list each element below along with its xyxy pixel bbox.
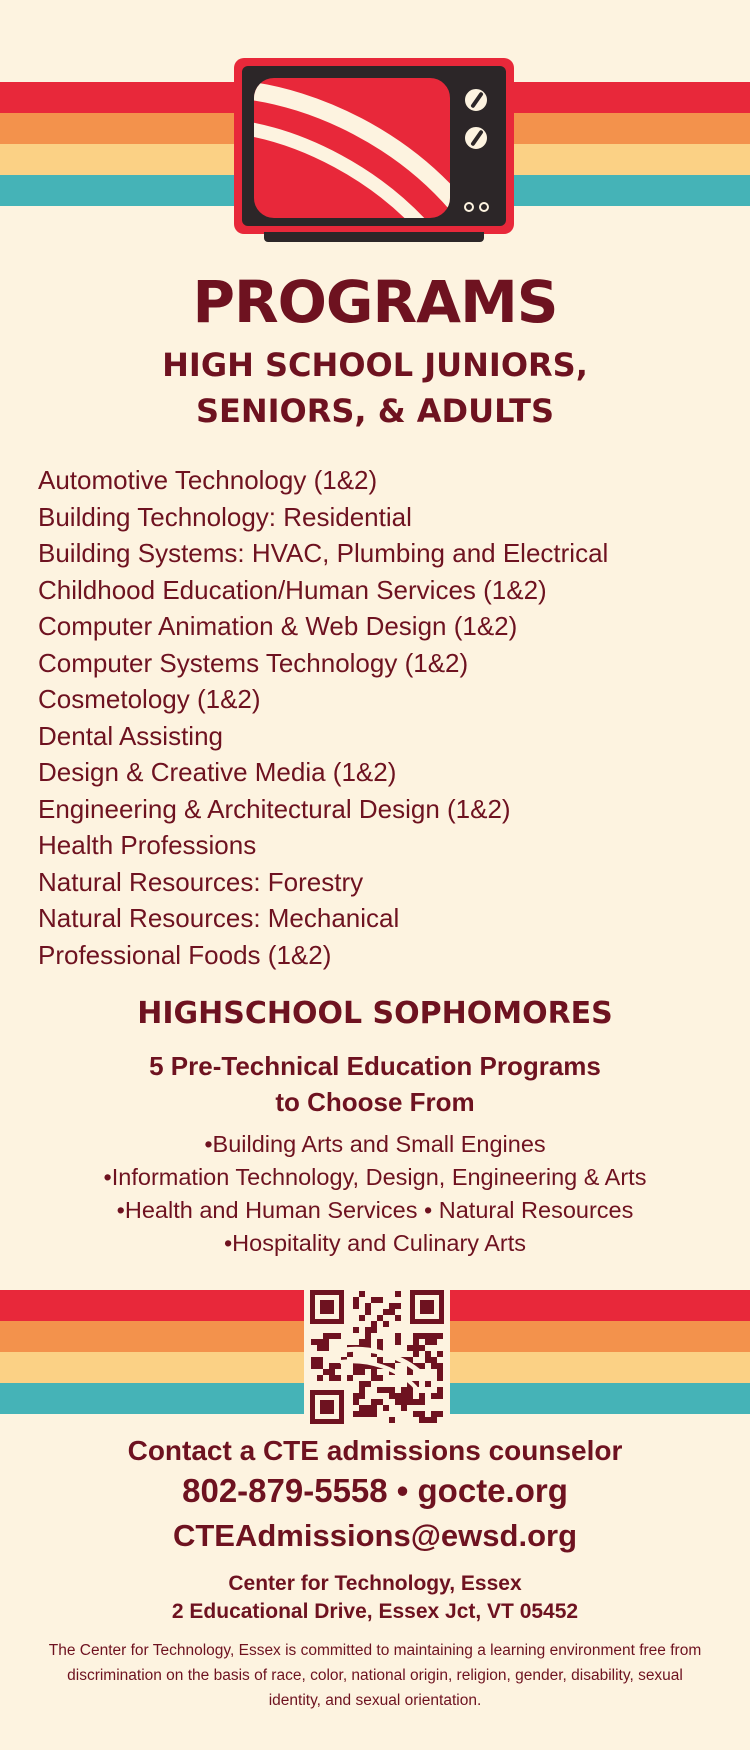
qr-module — [377, 1387, 383, 1393]
qr-module — [365, 1303, 371, 1309]
qr-module — [437, 1411, 443, 1417]
qr-module — [377, 1357, 383, 1363]
qr-module — [311, 1363, 317, 1369]
tv-stand — [264, 232, 484, 242]
qr-module — [353, 1327, 359, 1333]
qr-module — [365, 1327, 371, 1333]
sophomore-program-item: •Health and Human Services • Natural Resources — [116, 1197, 634, 1223]
qr-module — [317, 1375, 323, 1381]
qr-module — [317, 1357, 323, 1363]
qr-module — [359, 1387, 365, 1393]
center-name: Center for Technology, Essex — [228, 1572, 522, 1595]
tv-knob-icon — [462, 86, 490, 114]
qr-module — [353, 1303, 359, 1309]
qr-module — [437, 1393, 443, 1399]
qr-module — [365, 1333, 371, 1339]
qr-module — [353, 1369, 359, 1375]
program-item: Cosmetology (1&2) — [38, 684, 261, 714]
contact-phone-website[interactable]: 802-879-5558 • gocte.org — [182, 1472, 568, 1509]
qr-module — [395, 1393, 401, 1399]
qr-code-icon[interactable] — [304, 1284, 450, 1430]
sophomores-subheading — [0, 1048, 750, 1120]
qr-module — [371, 1369, 377, 1375]
qr-module — [329, 1375, 335, 1381]
audience-subtitle — [0, 342, 750, 434]
qr-module — [371, 1327, 377, 1333]
qr-module — [413, 1351, 419, 1357]
qr-module — [317, 1345, 323, 1351]
qr-module — [431, 1333, 437, 1339]
qr-module — [365, 1405, 371, 1411]
qr-module — [377, 1399, 383, 1405]
qr-module — [413, 1339, 419, 1345]
program-item: Design & Creative Media (1&2) — [38, 757, 397, 787]
qr-module — [329, 1333, 335, 1339]
tv-control-panel — [458, 76, 496, 218]
qr-module — [371, 1399, 377, 1405]
qr-module — [317, 1339, 323, 1345]
qr-module — [311, 1357, 317, 1363]
qr-module — [389, 1393, 395, 1399]
qr-module — [395, 1339, 401, 1345]
qr-module — [353, 1297, 359, 1303]
qr-module — [431, 1417, 437, 1423]
tv-screen — [252, 76, 452, 220]
subtitle-line-1: HIGH SCHOOL JUNIORS, — [162, 346, 588, 384]
qr-module — [395, 1315, 401, 1321]
contact-email-link[interactable]: CTEAdmissions@ewsd.org — [172, 1518, 577, 1553]
qr-module — [437, 1351, 443, 1357]
center-address: 2 Educational Drive, Essex Jct, VT 05452 — [171, 1600, 579, 1623]
qr-module — [425, 1357, 431, 1363]
qr-module — [431, 1393, 437, 1399]
nondiscrimination-disclaimer: The Center for Technology, Essex is committed to maintaining a learning environment free from discrimination on the basis of race, color, national origin, religion, gender, disability, sexual identity, and sexual orientation. — [48, 1642, 702, 1709]
program-item: Computer Animation & Web Design (1&2) — [38, 611, 518, 641]
qr-module — [383, 1387, 389, 1393]
qr-module — [359, 1291, 365, 1297]
qr-module — [401, 1393, 407, 1399]
sophomore-program-item: •Hospitality and Culinary Arts — [223, 1230, 527, 1256]
qr-module — [377, 1339, 383, 1345]
sophomore-program-item: •Building Arts and Small Engines — [204, 1131, 546, 1157]
qr-module — [353, 1393, 359, 1399]
qr-module — [371, 1297, 377, 1303]
qr-module — [407, 1399, 413, 1405]
tv-button-icon — [479, 202, 489, 212]
qr-module — [371, 1405, 377, 1411]
qr-module — [335, 1363, 341, 1369]
qr-module — [425, 1339, 431, 1345]
qr-module — [431, 1357, 437, 1363]
qr-module — [389, 1309, 395, 1315]
qr-module — [431, 1363, 437, 1369]
qr-module — [407, 1369, 413, 1375]
sophomore-program-list — [0, 1128, 750, 1260]
qr-module — [365, 1381, 371, 1387]
qr-module — [425, 1417, 431, 1423]
qr-module — [335, 1333, 341, 1339]
program-item: Computer Systems Technology (1&2) — [38, 647, 469, 678]
qr-module — [395, 1291, 401, 1297]
qr-module — [383, 1321, 389, 1327]
qr-code-graphic — [304, 1284, 450, 1430]
qr-module — [323, 1369, 329, 1375]
qr-module — [419, 1345, 425, 1351]
qr-module — [389, 1417, 395, 1423]
qr-module — [395, 1399, 401, 1405]
qr-module — [311, 1339, 317, 1345]
qr-module — [401, 1387, 407, 1393]
qr-module — [413, 1345, 419, 1351]
qr-module — [371, 1375, 377, 1381]
qr-module — [329, 1363, 335, 1369]
qr-module — [395, 1333, 401, 1339]
qr-module — [395, 1303, 401, 1309]
program-item: Childhood Education/Human Services (1&2) — [38, 574, 547, 605]
qr-module — [437, 1387, 443, 1393]
qr-module — [377, 1297, 383, 1303]
program-item: Natural Resources: Forestry — [38, 866, 364, 897]
qr-module — [329, 1369, 335, 1375]
qr-module — [437, 1333, 443, 1339]
qr-module — [365, 1309, 371, 1315]
sophomore-program-item: •Information Technology, Design, Engineering & Arts — [103, 1164, 647, 1190]
qr-module — [371, 1411, 377, 1417]
tv-knob-icon — [462, 124, 490, 152]
qr-module — [383, 1309, 389, 1315]
qr-module — [437, 1375, 443, 1381]
qr-module — [437, 1363, 443, 1369]
qr-module — [365, 1411, 371, 1417]
qr-module — [389, 1303, 395, 1309]
qr-module — [383, 1405, 389, 1411]
qr-module — [401, 1405, 407, 1411]
program-list — [38, 462, 738, 973]
qr-module — [323, 1339, 329, 1345]
qr-module — [425, 1333, 431, 1339]
qr-module — [359, 1381, 365, 1387]
sophomores-heading: HIGHSCHOOL SOPHOMORES — [137, 996, 613, 1031]
qr-module — [431, 1411, 437, 1417]
qr-module — [335, 1375, 341, 1381]
program-item: Automotive Technology (1&2) — [38, 465, 378, 495]
qr-module — [359, 1405, 365, 1411]
qr-module — [323, 1333, 329, 1339]
program-item: Building Systems: HVAC, Plumbing and Electrical — [38, 538, 609, 568]
tv-button-icon — [464, 202, 474, 212]
qr-module — [425, 1351, 431, 1357]
qr-module — [359, 1369, 365, 1375]
qr-module — [413, 1399, 419, 1405]
qr-module — [419, 1399, 425, 1405]
qr-module — [437, 1369, 443, 1375]
qr-module — [413, 1411, 419, 1417]
qr-module — [377, 1315, 383, 1321]
qr-module — [431, 1339, 437, 1345]
qr-module — [419, 1417, 425, 1423]
qr-module — [371, 1321, 377, 1327]
qr-module — [419, 1411, 425, 1417]
qr-module — [365, 1339, 371, 1345]
qr-module — [353, 1411, 359, 1417]
contact-heading: Contact a CTE admissions counselor — [127, 1435, 623, 1466]
qr-module — [389, 1387, 395, 1393]
subtitle-line-2: SENIORS, & ADULTS — [195, 392, 555, 430]
program-item: Professional Foods (1&2) — [38, 939, 332, 970]
program-item: Building Technology: Residential — [38, 501, 412, 532]
qr-module — [359, 1393, 365, 1399]
qr-module — [425, 1381, 431, 1387]
qr-module — [353, 1363, 359, 1369]
qr-module — [407, 1387, 413, 1393]
program-item: Natural Resources: Mechanical — [38, 903, 400, 933]
qr-module — [359, 1411, 365, 1417]
qr-module — [401, 1399, 407, 1405]
qr-module — [407, 1393, 413, 1399]
qr-module — [419, 1393, 425, 1399]
qr-module — [377, 1375, 383, 1381]
qr-module — [317, 1363, 323, 1369]
qr-module — [359, 1339, 365, 1345]
program-item: Engineering & Architectural Design (1&2) — [38, 793, 511, 824]
qr-module — [419, 1333, 425, 1339]
program-item: Dental Assisting — [38, 720, 223, 751]
qr-module — [419, 1363, 425, 1369]
page-title: PROGRAMS — [192, 268, 558, 336]
sophomores-subheading-line-2: to Choose From — [275, 1087, 475, 1117]
sophomores-subheading-line-1: 5 Pre-Technical Education Programs — [149, 1051, 601, 1081]
tv-screen-swoosh — [254, 78, 450, 218]
qr-module — [347, 1375, 353, 1381]
retro-tv-icon — [234, 58, 514, 242]
qr-module — [353, 1399, 359, 1405]
qr-module — [359, 1315, 365, 1321]
qr-module — [413, 1333, 419, 1339]
qr-module — [407, 1345, 413, 1351]
qr-module — [323, 1345, 329, 1351]
program-item: Health Professions — [38, 830, 257, 860]
